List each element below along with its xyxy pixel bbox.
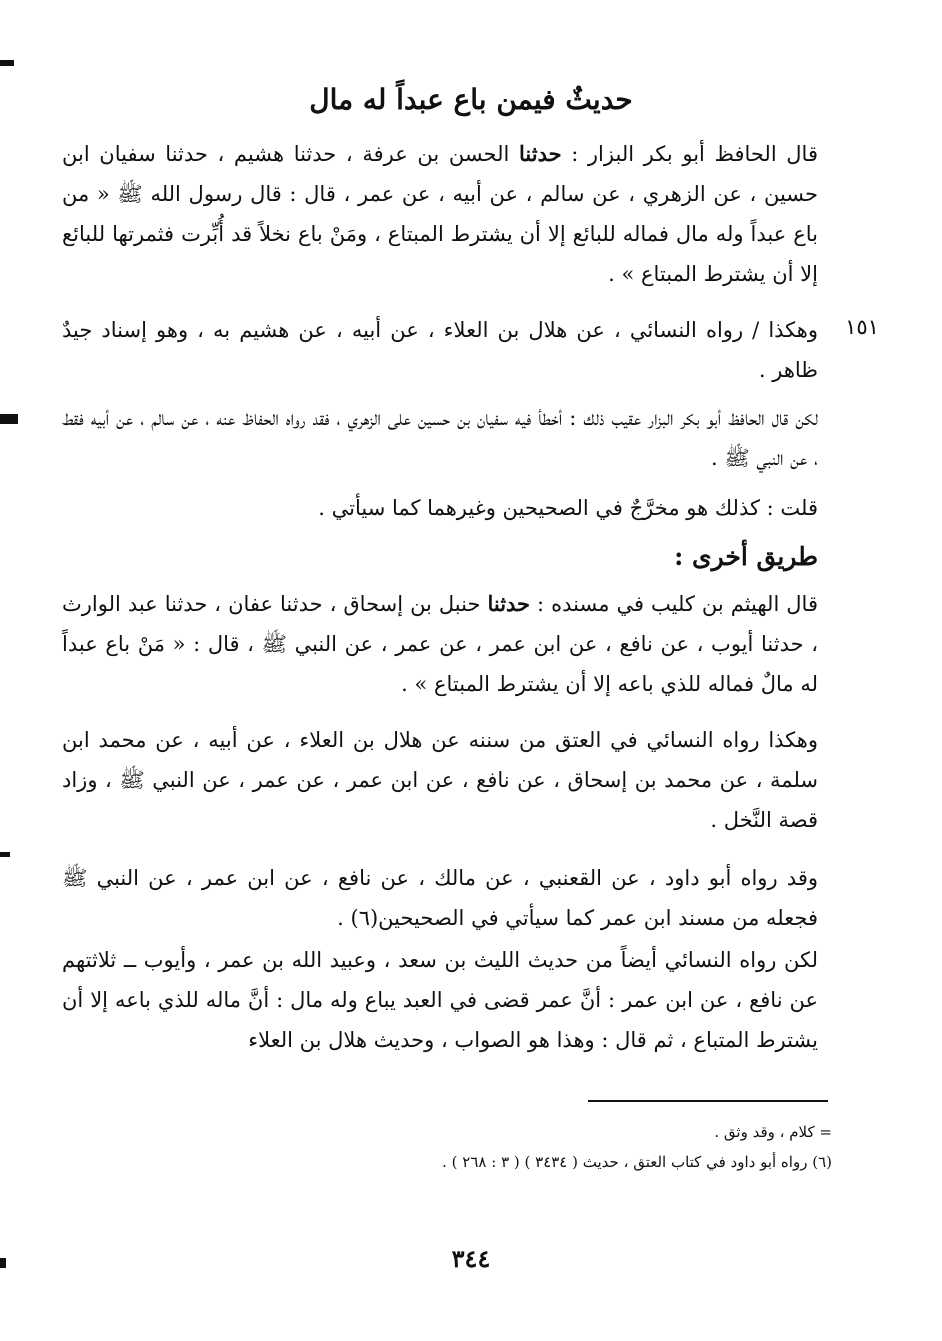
section-heading: طريق أخرى : bbox=[674, 542, 818, 571]
paragraph-3: لكن قال الحافظ أبو بكر البزار عقيب ذلك : أخطأ فيه سفيان بن حسين على الزهري ، فقد رواه الحفاظ عنه ، عن سالم ، عن أبيه فقط ، عن النبي ﷺ . bbox=[62, 406, 818, 470]
paragraph-7: وقد رواه أبو داود ، عن القعنبي ، عن مالك ، عن نافع ، عن ابن عمر ، عن النبي ﷺ فجعله من مسند ابن عمر كما سيأتي في الصحيحين(٦) . bbox=[62, 866, 818, 930]
paragraph-5: قال الهيثم بن كليب في مسنده : حدثنا حنبل بن إسحاق ، حدثنا عفان ، حدثنا عبد الوارث ، حدثنا أيوب ، عن نافع ، عن ابن عمر ، عن عمر ، عن النبي ﷺ ، قال : « مَنْ باع عبداً له مالٌ فماله للذي باعه إلا أن يشترط المبتاع » . bbox=[62, 591, 818, 696]
margin-page-number: ١٥١ bbox=[845, 315, 879, 339]
page-number: ٣٤٤ bbox=[451, 1244, 491, 1273]
paragraph-4: قلت : كذلك هو مخرَّجٌ في الصحيحين وغيرهما كما سيأتي . bbox=[318, 496, 818, 520]
scan-edge-mark bbox=[0, 60, 14, 66]
paragraph-2: وهكذا / رواه النسائي ، عن هلال بن العلاء ، عن أبيه ، عن هشيم به ، وهو إسناد جيدٌ ظاهر . bbox=[62, 318, 818, 382]
paragraph-6: وهكذا رواه النسائي في العتق من سننه عن هلال بن العلاء ، عن أبيه ، عن محمد ابن سلمة ، عن محمد بن إسحاق ، عن نافع ، عن ابن عمر ، عن عمر ، عن النبي ﷺ ، وزاد قصة النَّخل . bbox=[62, 728, 818, 832]
chapter-title: حديثٌ فيمن باع عبداً له مال bbox=[309, 83, 633, 116]
footnote-6: (٦) رواه أبو داود في كتاب العتق ، حديث ( ٣٤٣٤ ) ( ٣ : ٢٦٨ ) . bbox=[442, 1153, 832, 1171]
scan-edge-mark bbox=[0, 414, 18, 424]
paragraph-1: قال الحافظ أبو بكر البزار : حدثنا الحسن بن عرفة ، حدثنا هشيم ، حدثنا سفيان ابن حسين ، عن الزهري ، عن سالم ، عن أبيه ، عن عمر ، قال : قال رسول الله ﷺ « من باع عبداً وله مال فماله للبائع إلا أن يشترط المبتاع ، ومَنْ باع نخلاً قد أُبِّرت فثمرتها للبائع إلا أن يشترط المبتاع » . bbox=[62, 141, 819, 286]
scan-edge-mark bbox=[0, 852, 10, 857]
footnote-separator bbox=[588, 1100, 828, 1102]
scan-edge-mark bbox=[0, 1258, 6, 1268]
footnote-continuation: = كلام ، وقد وثق . bbox=[714, 1123, 832, 1141]
paragraph-8: لكن رواه النسائي أيضاً من حديث الليث بن سعد ، وعبيد الله بن عمر ، وأيوب ــ ثلاثتهم عن نافع ، عن ابن عمر : أنَّ عمر قضى في العبد يباع وله مال : أنَّ ماله للذي باعه إلا أن يشترط المتباع ، ثم قال : وهذا هو الصواب ، وحديث هلال بن العلاء bbox=[62, 948, 818, 1052]
